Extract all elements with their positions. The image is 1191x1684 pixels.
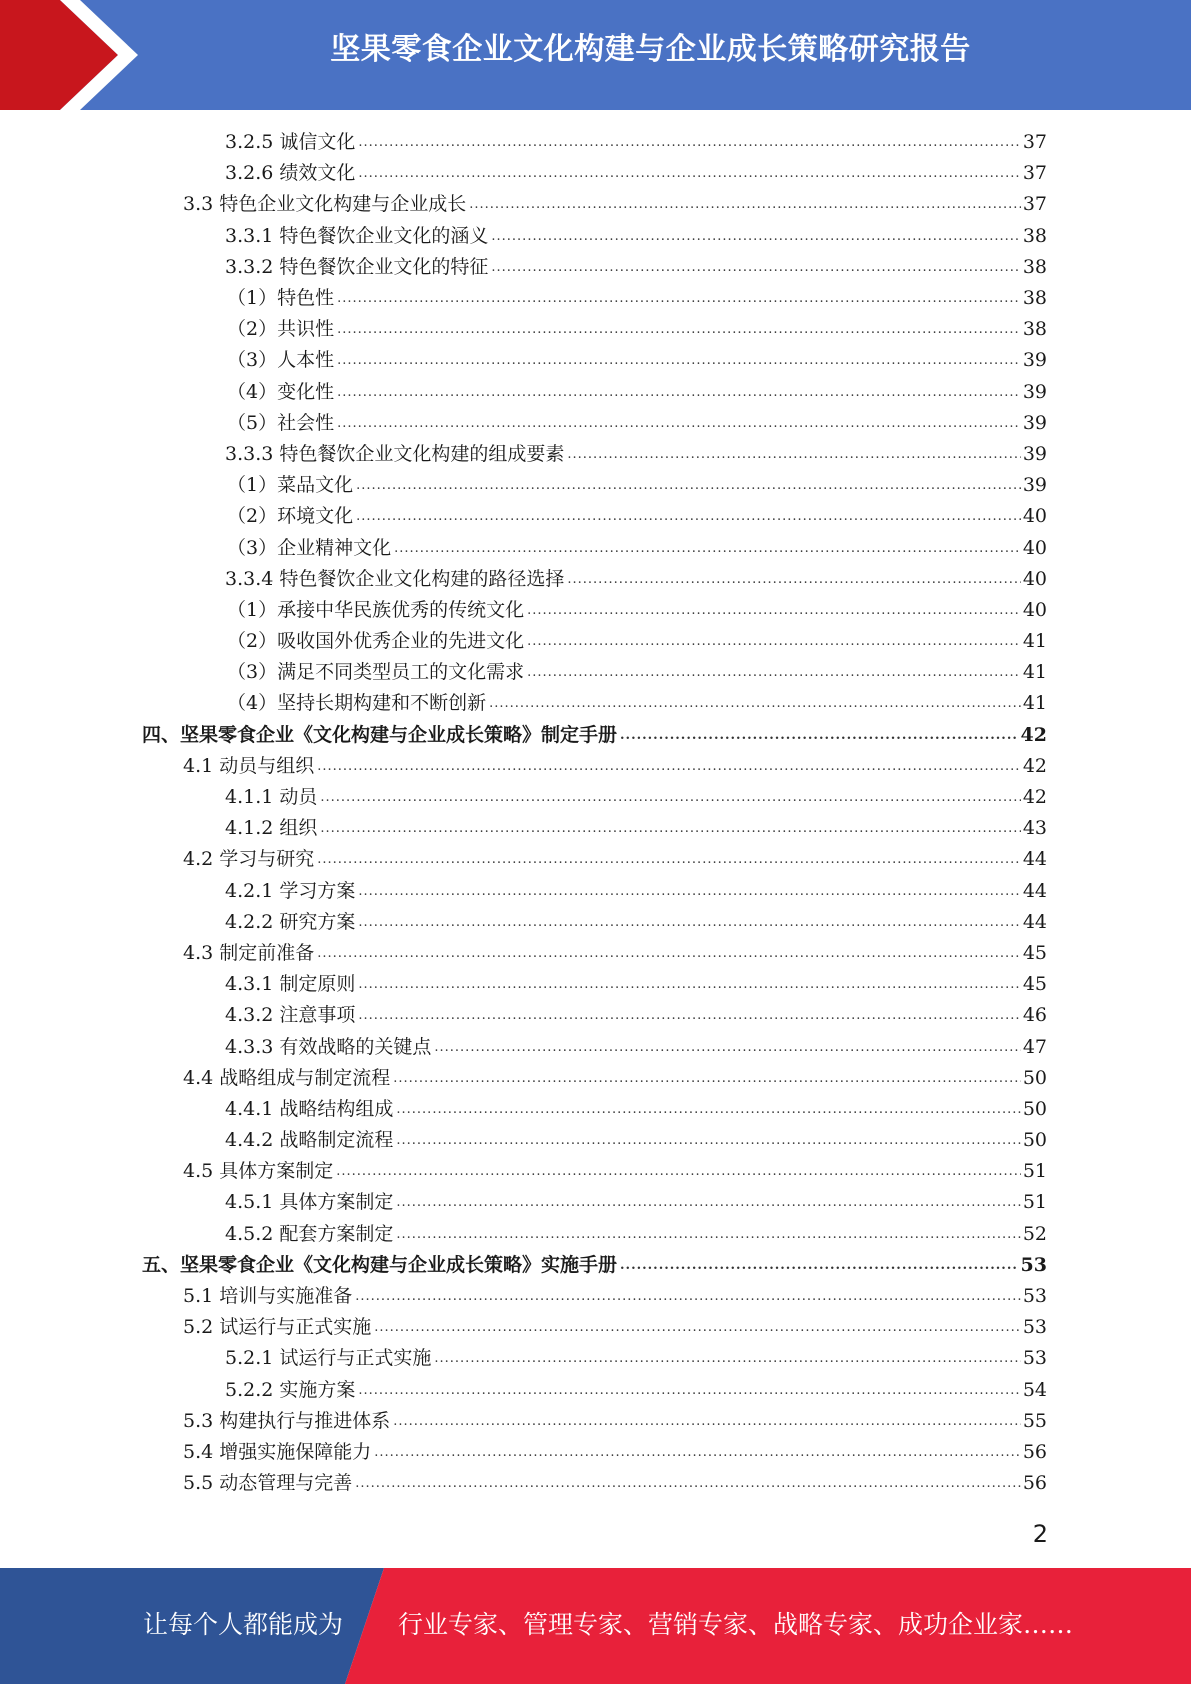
toc-entry-page: 39: [1022, 349, 1047, 372]
toc-entry-label: 4.1.2 组织: [225, 817, 318, 840]
toc-dot-leader: [396, 1219, 1020, 1250]
table-of-contents: [0, 127, 1191, 1499]
toc-dot-leader: [358, 1000, 1020, 1031]
toc-entry-label: 4.3 制定前准备: [183, 941, 315, 964]
toc-entry-label: 4.2 学习与研究: [183, 848, 315, 871]
toc-entry-page: 50: [1022, 1097, 1047, 1120]
toc-dot-leader: [620, 720, 1019, 751]
toc-entry[interactable]: [0, 751, 1191, 782]
toc-dot-leader: [317, 751, 1021, 782]
toc-entry-page: 44: [1022, 879, 1047, 902]
toc-entry-page: 38: [1022, 224, 1047, 247]
toc-entry-label: 3.3.3 特色餐饮企业文化构建的组成要素: [225, 442, 565, 465]
toc-entry-page: 53: [1022, 1316, 1047, 1339]
toc-entry[interactable]: [0, 938, 1191, 969]
toc-dot-leader: [393, 1063, 1021, 1094]
toc-entry[interactable]: [0, 1125, 1191, 1156]
toc-entry-page: 56: [1022, 1440, 1047, 1463]
toc-entry[interactable]: [0, 969, 1191, 1000]
toc-entry-page: 38: [1022, 255, 1047, 278]
toc-entry-label: （4）变化性: [227, 380, 335, 403]
toc-entry-label: （4）坚持长期构建和不断创新: [227, 692, 487, 715]
header-arrow-decoration: [0, 0, 160, 110]
toc-entry-page: 50: [1022, 1129, 1047, 1152]
toc-entry-label: 四、坚果零食企业《文化构建与企业成长策略》制定手册: [142, 723, 618, 746]
toc-entry-page: 42: [1022, 754, 1047, 777]
toc-entry-label: 5.5 动态管理与完善: [183, 1472, 353, 1495]
toc-entry-page: 38: [1022, 287, 1047, 310]
toc-entry-page: 39: [1022, 380, 1047, 403]
toc-entry-label: （5）社会性: [227, 411, 335, 434]
toc-entry-page: 39: [1022, 411, 1047, 434]
toc-entry-label: （3）人本性: [227, 349, 335, 372]
toc-entry[interactable]: [0, 1187, 1191, 1218]
toc-entry-label: 5.1 培训与实施准备: [183, 1285, 353, 1308]
toc-entry[interactable]: [0, 345, 1191, 376]
toc-dot-leader: [434, 1343, 1020, 1374]
toc-entry[interactable]: [0, 564, 1191, 595]
toc-entry-label: （1）承接中华民族优秀的传统文化: [227, 598, 525, 621]
toc-dot-leader: [393, 1406, 1021, 1437]
toc-entry[interactable]: [0, 1312, 1191, 1343]
toc-entry-label: 4.3.1 制定原则: [225, 973, 356, 996]
toc-entry-label: 5.3 构建执行与推进体系: [183, 1409, 391, 1432]
toc-entry[interactable]: [0, 1219, 1191, 1250]
toc-entry-page: 37: [1022, 162, 1047, 185]
toc-dot-leader: [491, 221, 1020, 252]
toc-entry[interactable]: [0, 1375, 1191, 1406]
toc-dot-leader: [320, 813, 1020, 844]
toc-dot-leader: [356, 501, 1021, 532]
toc-dot-leader: [396, 1094, 1020, 1125]
toc-entry[interactable]: [0, 876, 1191, 907]
toc-entry[interactable]: [0, 1031, 1191, 1062]
toc-entry-label: 3.2.6 绩效文化: [225, 162, 356, 185]
toc-entry-label: 4.4.1 战略结构组成: [225, 1097, 394, 1120]
page-header: [0, 0, 1191, 110]
toc-entry-page: 45: [1022, 941, 1047, 964]
toc-entry-page: 53: [1022, 1347, 1047, 1370]
toc-entry-page: 39: [1022, 442, 1047, 465]
toc-dot-leader: [527, 595, 1021, 626]
page-number: 2: [1032, 1520, 1048, 1548]
toc-entry[interactable]: [0, 813, 1191, 844]
toc-entry[interactable]: [0, 532, 1191, 563]
toc-entry-page: 51: [1022, 1160, 1047, 1183]
toc-entry-page: 37: [1022, 193, 1047, 216]
toc-dot-leader: [358, 1375, 1020, 1406]
toc-dot-leader: [396, 1187, 1020, 1218]
toc-dot-leader: [358, 907, 1020, 938]
toc-entry-label: 4.3.3 有效战略的关键点: [225, 1035, 432, 1058]
toc-dot-leader: [317, 938, 1021, 969]
toc-entry[interactable]: [0, 907, 1191, 938]
toc-dot-leader: [336, 1156, 1021, 1187]
toc-entry-page: 56: [1022, 1472, 1047, 1495]
toc-dot-leader: [317, 844, 1021, 875]
toc-entry-label: 4.4 战略组成与制定流程: [183, 1066, 391, 1089]
toc-entry-label: 3.3.2 特色餐饮企业文化的特征: [225, 255, 489, 278]
toc-dot-leader: [394, 533, 1021, 564]
toc-entry-label: 4.2.2 研究方案: [225, 910, 356, 933]
toc-entry-label: （1）特色性: [227, 287, 335, 310]
toc-entry[interactable]: [0, 1343, 1191, 1374]
toc-entry-label: 4.3.2 注意事项: [225, 1004, 356, 1027]
toc-entry-label: 4.1 动员与组织: [183, 754, 315, 777]
toc-entry[interactable]: [0, 501, 1191, 532]
toc-entry-page: 44: [1022, 848, 1047, 871]
toc-entry[interactable]: [0, 1063, 1191, 1094]
toc-entry-page: 45: [1022, 973, 1047, 996]
toc-entry[interactable]: [0, 1281, 1191, 1312]
toc-entry-label: （3）满足不同类型员工的文化需求: [227, 661, 525, 684]
toc-entry[interactable]: [0, 252, 1191, 283]
toc-entry[interactable]: [0, 221, 1191, 252]
toc-entry-label: （2）共识性: [227, 318, 335, 341]
toc-dot-leader: [358, 969, 1020, 1000]
toc-dot-leader: [374, 1437, 1021, 1468]
toc-entry-label: 4.5.1 具体方案制定: [225, 1191, 394, 1214]
toc-entry[interactable]: [0, 782, 1191, 813]
toc-dot-leader: [337, 408, 1021, 439]
toc-dot-leader: [527, 626, 1021, 657]
footer-slogan-right: 行业专家、管理专家、营销专家、战略专家、成功企业家……: [398, 1610, 1074, 1639]
toc-dot-leader: [358, 127, 1020, 158]
toc-entry-label: 5.2.1 试运行与正式实施: [225, 1347, 432, 1370]
toc-dot-leader: [358, 876, 1020, 907]
toc-entry-label: 3.3.1 特色餐饮企业文化的涵义: [225, 224, 489, 247]
toc-entry-page: 53: [1020, 1253, 1047, 1276]
toc-entry-label: 5.4 增强实施保障能力: [183, 1440, 372, 1463]
toc-entry[interactable]: [0, 314, 1191, 345]
toc-dot-leader: [491, 252, 1020, 283]
toc-dot-leader: [337, 283, 1021, 314]
toc-entry-label: 3.3 特色企业文化构建与企业成长: [183, 193, 467, 216]
toc-entry-page: 52: [1022, 1222, 1047, 1245]
toc-entry-page: 41: [1022, 661, 1047, 684]
document-title: 坚果零食企业文化构建与企业成长策略研究报告: [330, 32, 971, 67]
toc-entry[interactable]: [0, 720, 1191, 751]
toc-entry-label: 4.4.2 战略制定流程: [225, 1129, 394, 1152]
toc-entry-label: 4.5 具体方案制定: [183, 1160, 334, 1183]
toc-dot-leader: [320, 782, 1020, 813]
toc-entry-label: 5.2 试运行与正式实施: [183, 1316, 372, 1339]
toc-dot-leader: [567, 564, 1020, 595]
toc-dot-leader: [337, 314, 1021, 345]
toc-entry-page: 51: [1022, 1191, 1047, 1214]
toc-dot-leader: [434, 1032, 1020, 1063]
toc-entry[interactable]: [0, 1000, 1191, 1031]
toc-dot-leader: [355, 1281, 1021, 1312]
toc-entry-page: 41: [1022, 692, 1047, 715]
toc-entry-page: 47: [1022, 1035, 1047, 1058]
toc-entry[interactable]: [0, 626, 1191, 657]
toc-entry-label: （2）吸收国外优秀企业的先进文化: [227, 630, 525, 653]
toc-entry-page: 54: [1022, 1378, 1047, 1401]
toc-entry[interactable]: [0, 189, 1191, 220]
toc-dot-leader: [355, 1468, 1021, 1499]
toc-entry-label: 4.2.1 学习方案: [225, 879, 356, 902]
toc-entry[interactable]: [0, 127, 1191, 158]
toc-dot-leader: [396, 1125, 1020, 1156]
toc-entry[interactable]: [0, 470, 1191, 501]
toc-dot-leader: [620, 1250, 1019, 1281]
toc-entry[interactable]: [0, 1156, 1191, 1187]
toc-dot-leader: [358, 158, 1020, 189]
toc-entry-page: 40: [1022, 567, 1047, 590]
toc-entry-page: 40: [1022, 598, 1047, 621]
toc-dot-leader: [356, 470, 1021, 501]
toc-entry-page: 55: [1022, 1409, 1047, 1432]
toc-entry-page: 53: [1022, 1285, 1047, 1308]
toc-entry[interactable]: [0, 657, 1191, 688]
toc-entry[interactable]: [0, 688, 1191, 719]
toc-entry-label: 4.1.1 动员: [225, 786, 318, 809]
toc-entry-label: 5.2.2 实施方案: [225, 1378, 356, 1401]
toc-entry[interactable]: [0, 408, 1191, 439]
toc-dot-leader: [489, 688, 1021, 719]
footer-slogan-left: 让每个人都能成为: [143, 1610, 344, 1639]
toc-dot-leader: [374, 1312, 1021, 1343]
toc-entry-page: 42: [1020, 723, 1047, 746]
toc-dot-leader: [469, 189, 1021, 220]
toc-entry-page: 50: [1022, 1066, 1047, 1089]
toc-entry-page: 38: [1022, 318, 1047, 341]
toc-dot-leader: [567, 439, 1020, 470]
toc-entry[interactable]: [0, 1437, 1191, 1468]
toc-entry-page: 40: [1022, 505, 1047, 528]
toc-entry[interactable]: [0, 844, 1191, 875]
toc-entry-page: 44: [1022, 910, 1047, 933]
toc-dot-leader: [337, 345, 1021, 376]
toc-entry[interactable]: [0, 283, 1191, 314]
toc-entry[interactable]: [0, 1250, 1191, 1281]
toc-entry-page: 43: [1022, 817, 1047, 840]
toc-entry-page: 42: [1022, 786, 1047, 809]
toc-entry-label: （2）环境文化: [227, 505, 354, 528]
page-footer: [0, 1568, 1191, 1684]
toc-entry-page: 41: [1022, 630, 1047, 653]
toc-entry[interactable]: [0, 1468, 1191, 1499]
toc-entry-page: 46: [1022, 1004, 1047, 1027]
toc-entry[interactable]: [0, 439, 1191, 470]
toc-entry-label: （1）菜品文化: [227, 474, 354, 497]
toc-entry[interactable]: [0, 377, 1191, 408]
toc-entry-page: 37: [1022, 131, 1047, 154]
toc-dot-leader: [337, 377, 1021, 408]
toc-entry-label: （3）企业精神文化: [227, 536, 392, 559]
toc-entry-label: 五、坚果零食企业《文化构建与企业成长策略》实施手册: [142, 1253, 618, 1276]
toc-dot-leader: [527, 657, 1021, 688]
toc-entry-page: 39: [1022, 474, 1047, 497]
toc-entry-page: 40: [1022, 536, 1047, 559]
toc-entry-label: 4.5.2 配套方案制定: [225, 1222, 394, 1245]
toc-entry[interactable]: [0, 158, 1191, 189]
toc-entry[interactable]: [0, 1406, 1191, 1437]
toc-entry-label: 3.3.4 特色餐饮企业文化构建的路径选择: [225, 567, 565, 590]
toc-entry[interactable]: [0, 595, 1191, 626]
toc-entry[interactable]: [0, 1094, 1191, 1125]
toc-entry-label: 3.2.5 诚信文化: [225, 131, 356, 154]
